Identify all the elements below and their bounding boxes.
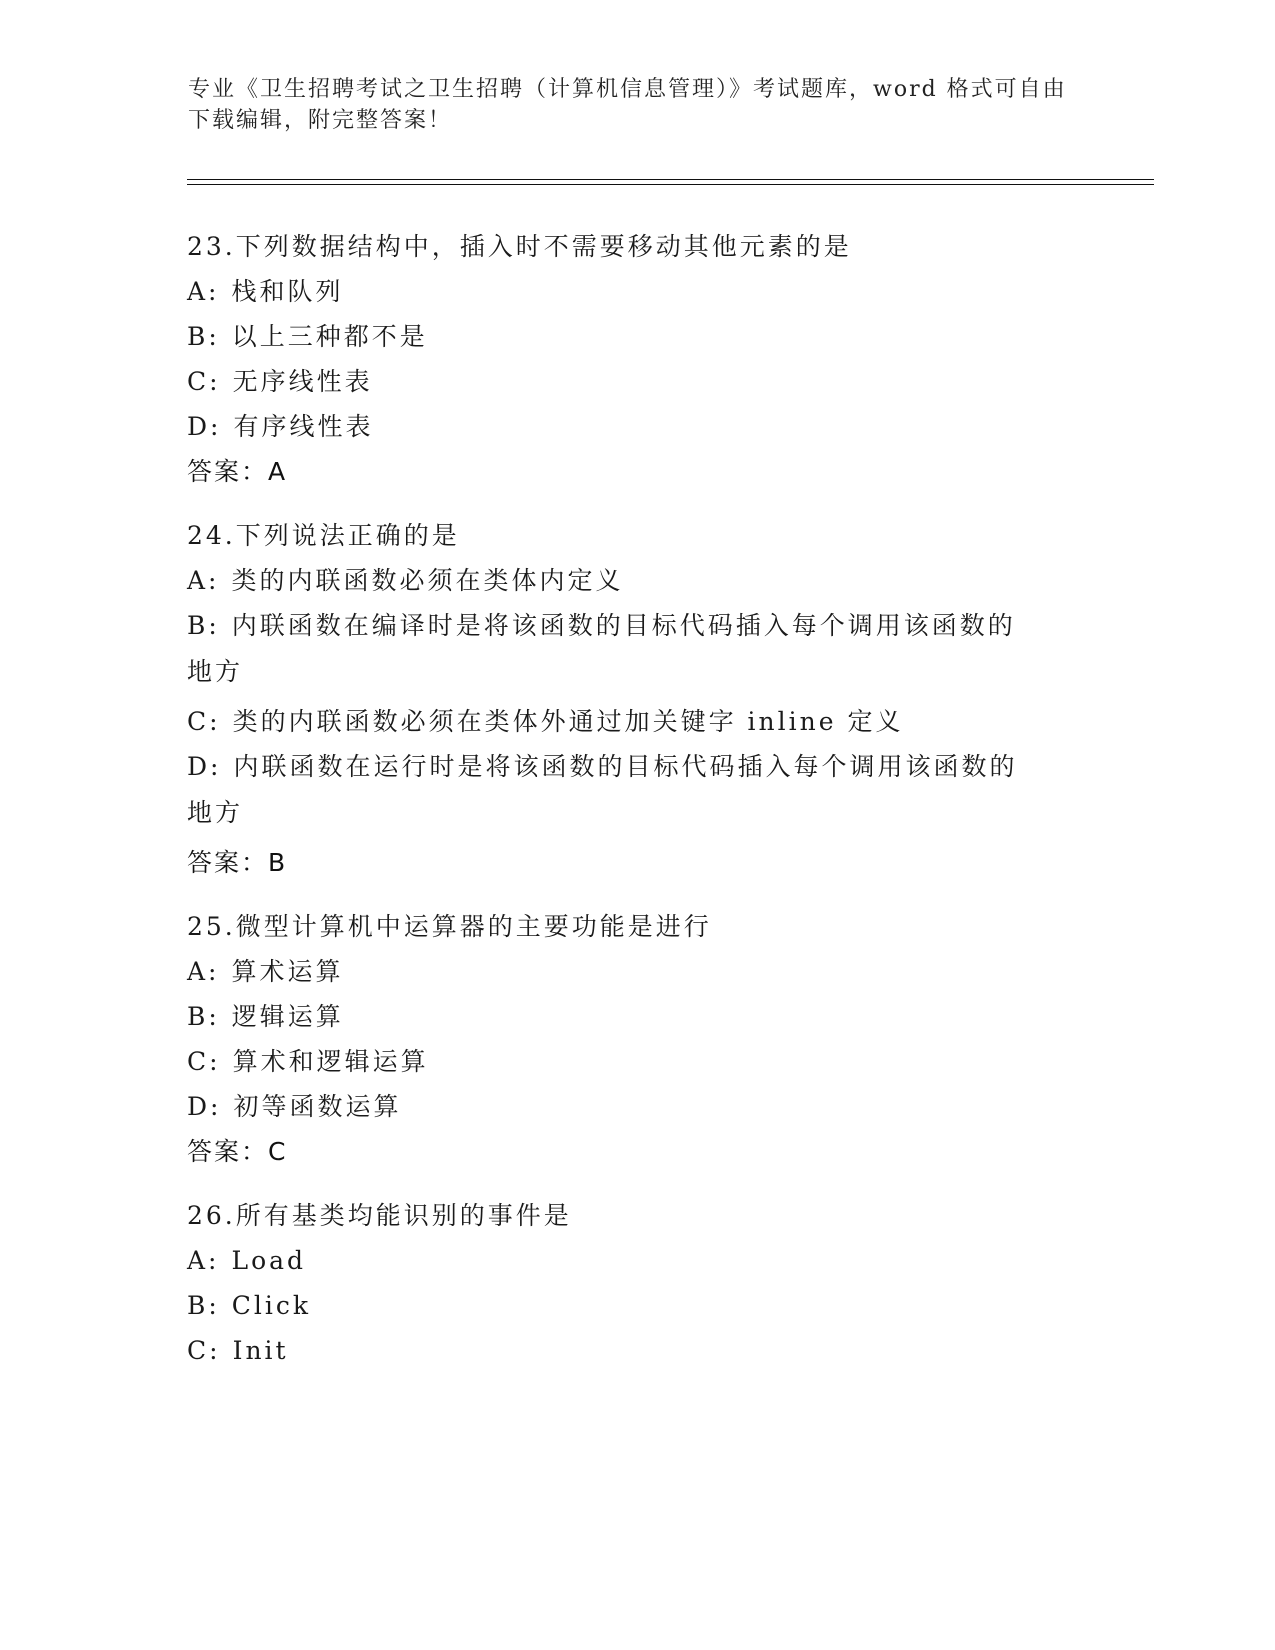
answer-line: 答案：A <box>187 457 288 486</box>
option-label: B: <box>187 1002 220 1031</box>
option-label: B: <box>187 322 220 351</box>
option-text: 内联函数在编译时是将该函数的目标代码插入每个调用该函数的地方 <box>187 611 1016 686</box>
option-label: D: <box>187 412 222 441</box>
option-label: A: <box>187 957 220 986</box>
option-text: 以上三种都不是 <box>231 322 428 351</box>
option-a <box>187 566 1087 596</box>
question-25 <box>187 912 1087 1167</box>
header-divider-bottom <box>187 184 1154 185</box>
option-c <box>187 707 1087 737</box>
document-header: 专业《卫生招聘考试之卫生招聘（计算机信息管理）》考试题库，word 格式可自由下载编辑，附完整答案！ <box>188 77 1067 133</box>
question-title: 25.微型计算机中运算器的主要功能是进行 <box>187 912 712 941</box>
question-title: 24.下列说法正确的是 <box>187 521 460 550</box>
option-label: D: <box>187 1092 222 1121</box>
option-text: 逻辑运算 <box>231 1002 344 1031</box>
option-label: C: <box>187 1047 221 1076</box>
option-text: Init <box>232 1336 289 1365</box>
option-label: B: <box>187 1291 220 1320</box>
question-title: 26.所有基类均能识别的事件是 <box>187 1201 572 1230</box>
option-a <box>187 1246 1087 1276</box>
option-a <box>187 277 1087 307</box>
option-d <box>187 1092 1087 1122</box>
option-c <box>187 1047 1087 1077</box>
option-label: C: <box>187 707 221 736</box>
option-label: A: <box>187 1246 220 1275</box>
answer-line: 答案：C <box>187 1137 288 1166</box>
option-b <box>187 603 1037 695</box>
option-label: D: <box>187 752 222 781</box>
question-23 <box>187 232 1087 487</box>
option-label: C: <box>187 367 221 396</box>
option-c <box>187 367 1087 397</box>
option-label: A: <box>187 277 220 306</box>
option-d <box>187 744 1037 836</box>
option-b <box>187 322 1087 352</box>
option-text: 无序线性表 <box>232 367 373 396</box>
option-text: 栈和队列 <box>231 277 344 306</box>
option-b <box>187 1002 1087 1032</box>
option-label: A: <box>187 566 220 595</box>
option-text: 算术和逻辑运算 <box>232 1047 429 1076</box>
option-label: C: <box>187 1336 221 1365</box>
header-divider-top <box>187 179 1154 180</box>
option-text: 初等函数运算 <box>233 1092 402 1121</box>
option-c <box>187 1336 1087 1366</box>
option-label: B: <box>187 611 220 640</box>
option-text: 类的内联函数必须在类体外通过加关键字 inline 定义 <box>232 707 904 736</box>
question-26 <box>187 1201 1087 1366</box>
question-list <box>187 232 1087 1400</box>
option-text: 类的内联函数必须在类体内定义 <box>231 566 624 595</box>
question-24 <box>187 521 1087 878</box>
option-text: Click <box>231 1291 312 1320</box>
option-a <box>187 957 1087 987</box>
option-b <box>187 1291 1087 1321</box>
answer-line: 答案：B <box>187 848 288 877</box>
option-d <box>187 412 1087 442</box>
option-text: 内联函数在运行时是将该函数的目标代码插入每个调用该函数的地方 <box>187 752 1018 827</box>
question-title: 23.下列数据结构中，插入时不需要移动其他元素的是 <box>187 232 852 261</box>
option-text: Load <box>231 1246 307 1275</box>
option-text: 算术运算 <box>231 957 344 986</box>
option-text: 有序线性表 <box>233 412 374 441</box>
